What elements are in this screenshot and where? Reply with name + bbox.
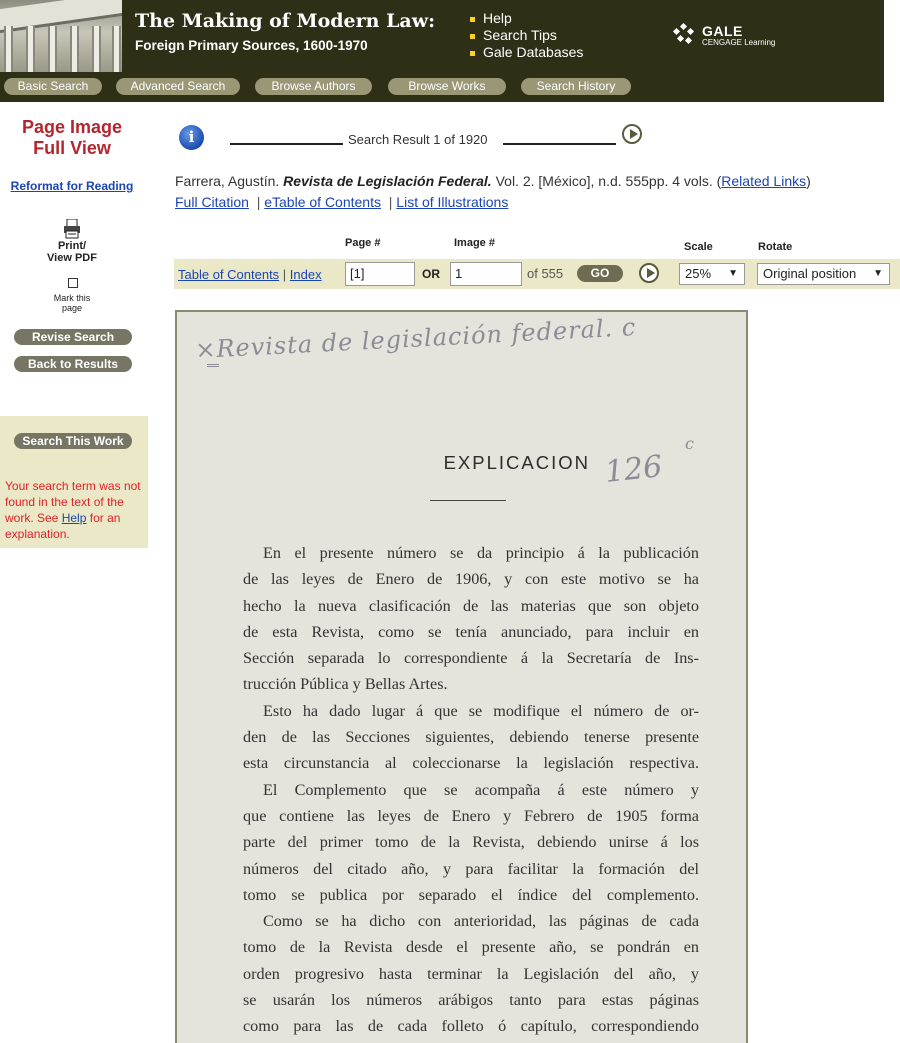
search-this-work-panel	[0, 416, 148, 548]
table-of-contents-link[interactable]: Table of Contents	[178, 267, 280, 282]
scale-select[interactable]: 25% ▼	[679, 263, 745, 285]
tab-browse-works[interactable]: Browse Works	[388, 78, 506, 95]
text-line: como para las de cada folleto ó capítulo, correspondiendo	[243, 1017, 699, 1036]
gale-databases-link[interactable]: Gale Databases	[470, 44, 583, 61]
tab-search-history[interactable]: Search History	[521, 78, 631, 95]
search-not-found-message: Your search term was not found in the text of the work. See Help for an explanation.	[5, 479, 141, 541]
site-header	[0, 0, 884, 102]
citation-line: Farrera, Agustín. Revista de Legislación Federal. Vol. 2. [México], n.d. 555pp. 4 vols. (Related Links)	[175, 173, 811, 189]
tab-browse-authors[interactable]: Browse Authors	[255, 78, 372, 95]
heading-rule	[430, 500, 506, 501]
text-line: parte del primer tomo de la Revista, debiendo unirse á los	[243, 833, 699, 852]
mark-page-checkbox[interactable]	[68, 278, 78, 288]
page-number-input[interactable]: [1]	[345, 262, 415, 286]
text-line: tomo de la Revista desde el presente año, se pondrán en	[243, 938, 699, 957]
tab-advanced-search[interactable]: Advanced Search	[116, 78, 240, 95]
printer-icon[interactable]	[63, 219, 81, 239]
page-navigation-bar	[174, 259, 900, 289]
etable-of-contents-link[interactable]: eTable of Contents	[264, 194, 381, 210]
result-left-rule	[230, 143, 343, 145]
full-citation-link[interactable]: Full Citation	[175, 194, 249, 210]
text-line: Esto ha dado lugar á que se modifique el número de or-	[263, 701, 699, 720]
scale-heading: Scale	[684, 241, 713, 253]
rotate-heading: Rotate	[758, 241, 793, 253]
index-link[interactable]: Index	[289, 267, 322, 282]
help-explanation-link[interactable]: Help	[61, 511, 87, 525]
list-of-illustrations-link[interactable]: List of Illustrations	[396, 194, 509, 210]
text-line: de esta Revista, como se tenía anunciado, para incluir en	[243, 622, 699, 641]
text-line: Sección separada lo correspondiente á la Secretaría de Ins-	[243, 649, 699, 668]
toc-index-links: Table of Contents | Index	[178, 267, 322, 282]
handwritten-mark: c	[685, 434, 694, 453]
text-line: orden progresivo hasta terminar la Legislación del año, y	[243, 964, 699, 983]
handwritten-underline	[207, 364, 219, 367]
text-line: esta circunstancia al coleccionarse la legislación respectiva.	[243, 754, 699, 773]
go-button[interactable]: GO	[577, 265, 623, 282]
text-line: En el presente número se da principio á la publicación	[263, 544, 699, 562]
back-to-results-button[interactable]: Back to Results	[14, 356, 132, 372]
info-icon[interactable]: i	[179, 125, 204, 150]
reformat-for-reading-link[interactable]: Reformat for Reading	[10, 179, 134, 193]
text-line: trucción Pública y Bellas Artes.	[243, 675, 448, 694]
courthouse-banner-image	[0, 0, 122, 72]
text-line: se usarán los números arábigos tanto para estas páginas	[243, 991, 699, 1010]
help-links	[470, 10, 583, 61]
text-line: tomo se publica por separado el índice del complemento.	[243, 885, 699, 904]
gale-logo-sub: CENGAGE Learning	[702, 38, 776, 47]
image-number-input[interactable]: 1	[450, 262, 522, 286]
text-line: hecho la nueva clasificación de las materias que son objeto	[243, 596, 699, 615]
text-line: den de las Secciones siguientes, debiendo tenerse presente	[243, 728, 699, 747]
bullet-icon	[470, 34, 475, 39]
site-title: The Making of Modern Law:	[135, 10, 436, 32]
document-body	[243, 540, 699, 1040]
document-heading: EXPLICACION	[443, 452, 590, 473]
or-label: OR	[422, 267, 440, 281]
related-links-link[interactable]: Related Links	[721, 173, 807, 189]
print-view-pdf-link[interactable]: Print/ View PDF	[47, 240, 97, 264]
bullet-icon	[470, 51, 475, 56]
search-tips-link[interactable]: Search Tips	[470, 27, 583, 44]
next-result-icon[interactable]	[622, 124, 642, 144]
text-line: de las leyes de Enero de 1906, y con este motivo se ha	[243, 570, 699, 589]
help-link[interactable]: Help	[470, 10, 583, 27]
handwritten-title: ×Revista de legislación federal. c	[194, 313, 637, 365]
site-subtitle: Foreign Primary Sources, 1600-1970	[135, 38, 368, 53]
dropdown-arrow-icon: ▼	[728, 268, 738, 279]
tab-basic-search[interactable]: Basic Search	[4, 78, 102, 95]
search-result-counter: Search Result 1 of 1920	[348, 132, 488, 147]
next-page-icon[interactable]	[639, 263, 659, 283]
revise-search-button[interactable]: Revise Search	[14, 329, 132, 345]
text-line: números del citado año, y para facilitar la formación del	[243, 859, 699, 878]
gale-logo-word: GALE	[702, 23, 743, 39]
page-view-title: Page Image Full View	[21, 117, 123, 158]
rotate-select[interactable]: Original position ▼	[757, 263, 890, 285]
citation-links: Full Citation | eTable of Contents | List of Illustrations	[175, 194, 509, 210]
scanned-page-image	[175, 310, 748, 1043]
result-right-rule	[503, 143, 616, 145]
main-nav-tabs	[0, 76, 884, 98]
mark-page-label: Mark this page	[53, 293, 91, 313]
image-total-label: of 555	[527, 266, 564, 281]
gale-mark-icon	[672, 24, 696, 46]
image-number-heading: Image #	[454, 237, 495, 249]
page-number-heading: Page #	[345, 237, 381, 249]
handwritten-page-number: 126	[603, 449, 664, 490]
search-this-work-button[interactable]: Search This Work	[14, 433, 132, 449]
dropdown-arrow-icon: ▼	[873, 268, 883, 279]
bullet-icon	[470, 17, 475, 22]
text-line: que contiene las leyes de Enero y Febrero de 1905 forma	[243, 806, 699, 825]
text-line: El Complemento que se acompaña á este número y	[263, 780, 699, 799]
text-line: Como se ha dicho con anterioridad, las páginas de cada	[263, 912, 699, 931]
